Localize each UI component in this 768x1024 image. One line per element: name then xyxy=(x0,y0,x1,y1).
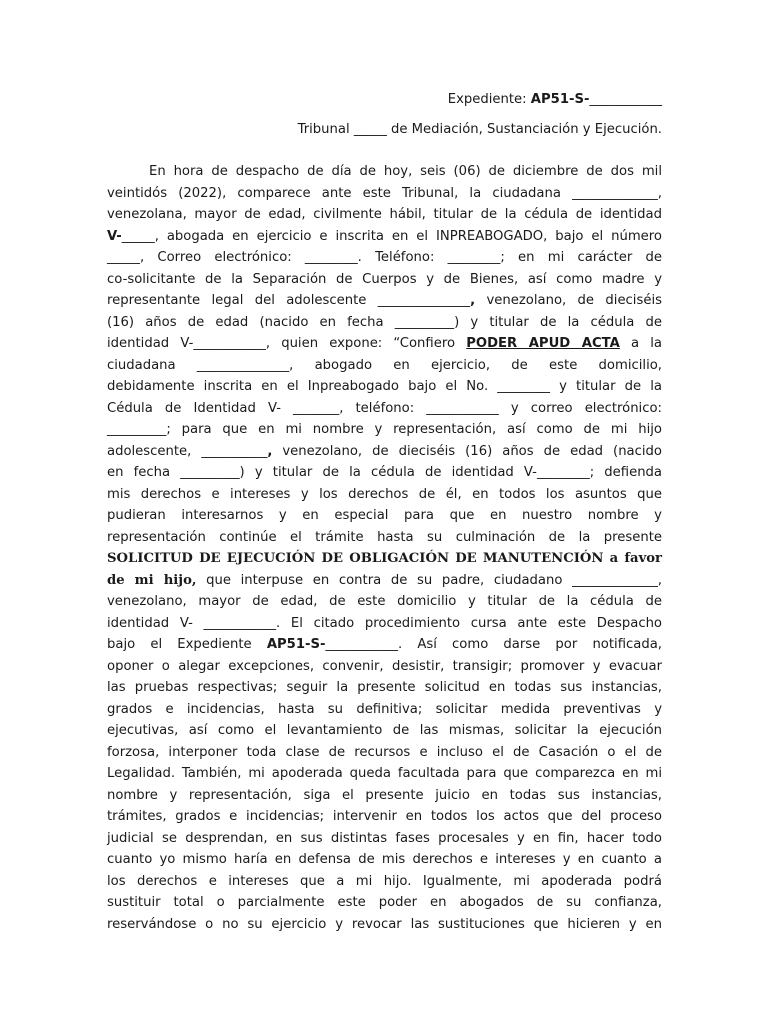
body-line-13: _________; para que en mi nombre y representación, así como de mi hijo xyxy=(107,422,662,437)
body-line-19-title: SOLICITUD DE EJECUCIÓN DE OBLIGACIÓN DE MANUTENCIÓN a favor xyxy=(107,551,662,566)
expediente-label: Expediente: xyxy=(447,92,531,107)
body-line-20: de mi hijo, que interpuse en contra de su padre, ciudadano _____________, xyxy=(107,573,662,588)
expediente-blank: ___________ xyxy=(589,92,662,107)
body-line-7: representante legal del adolescente ______________, venezolano, de dieciséis xyxy=(107,293,662,308)
body-line-29: Legalidad. También, mi apoderada queda facultada para que comparezca en mi xyxy=(107,766,662,781)
tribunal-line: Tribunal _____ de Mediación, Sustanciación y Ejecución. xyxy=(297,122,662,137)
body-line-6: co-solicitante de la Separación de Cuerpos y de Bienes, así como madre y xyxy=(107,272,662,287)
body-line-24: oponer o alegar excepciones, convenir, desistir, transigir; promover y evacuar xyxy=(107,659,662,674)
body-line-32: judicial se desprendan, en sus distintas fases procesales y en fin, hacer todo xyxy=(107,831,662,846)
body-line-9: identidad V-___________, quien expone: “Confiero PODER APUD ACTA a la xyxy=(107,336,663,351)
body-line-21: venezolano, mayor de edad, de este domicilio y titular de la cédula de xyxy=(107,594,662,609)
body-line-25: las pruebas respectivas; seguir la presente solicitud en todas sus instancias, xyxy=(107,680,662,695)
body-line-35: sustituir total o parcialmente este poder en abogados de su confianza, xyxy=(107,895,662,910)
body-line-1: En hora de despacho de día de hoy, seis (06) de diciembre de dos mil xyxy=(149,164,662,179)
body-line-33: cuanto yo mismo haría en defensa de mis derechos e intereses y en cuanto a xyxy=(107,852,662,867)
body-line-15: en fecha _________) y titular de la cédula de identidad V-________; defienda xyxy=(107,465,662,480)
body-line-22: identidad V- ___________. El citado procedimiento cursa ante este Despacho xyxy=(107,616,662,631)
expediente-code: AP51-S- xyxy=(530,92,590,107)
body-line-36: reservándose o no su ejercicio y revocar las sustituciones que hicieren y en xyxy=(107,917,662,932)
body-line-5: _____, Correo electrónico: ________. Teléfono: ________; en mi carácter de xyxy=(107,250,662,265)
body-line-27: ejecutivas, así como el levantamiento de las mismas, solicitar la ejecución xyxy=(107,723,662,738)
body-line-26: grados e incidencias, hasta su definitiva; solicitar medida preventivas y xyxy=(107,702,662,717)
body-line-12: Cédula de Identidad V- _______, teléfono: ___________ y correo electrónico: xyxy=(107,401,662,416)
body-line-34: los derechos e intereses que a mi hijo. Igualmente, mi apoderada podrá xyxy=(107,874,662,889)
body-line-2: veintidós (2022), comparece ante este Tribunal, la ciudadana _____________, xyxy=(107,186,662,201)
body-line-3: venezolana, mayor de edad, civilmente hábil, titular de la cédula de identidad xyxy=(107,207,662,222)
body-line-4: V-_____, abogada en ejercicio e inscrita en el INPREABOGADO, bajo el número xyxy=(107,229,662,244)
body-line-30: nombre y representación, siga el presente juicio en todas sus instancias, xyxy=(107,788,662,803)
body-line-23: bajo el Expediente AP51-S-___________. Así como darse por notificada, xyxy=(107,637,662,652)
cedula-prefix: V- xyxy=(107,229,122,244)
body-line-11: debidamente inscrita en el Inpreabogado bajo el No. ________ y titular de la xyxy=(107,379,662,394)
body-line-14: adolescente, __________, venezolano, de dieciséis (16) años de edad (nacido xyxy=(107,444,662,459)
body-line-28: forzosa, interponer toda clase de recursos e incluso el de Casación o el de xyxy=(107,745,662,760)
expediente-code-inline: AP51-S- xyxy=(266,637,326,652)
body-line-17: pudieran interesarnos y en especial para que en nuestro nombre y xyxy=(107,508,662,523)
body-line-31: trámites, grados e incidencias; intervenir en todos los actos que del proceso xyxy=(107,809,662,824)
expediente-header xyxy=(107,92,662,108)
body-line-18: representación continúe el trámite hasta su culminación de la presente xyxy=(107,530,662,545)
body-line-8: (16) años de edad (nacido en fecha _________) y titular de la cédula de xyxy=(107,315,662,330)
body-line-10: ciudadana ______________, abogado en ejercicio, de este domicilio, xyxy=(107,358,662,373)
poder-apud-acta: PODER APUD ACTA xyxy=(466,336,620,351)
body-line-16: mis derechos e intereses y los derechos de él, en todos los asuntos que xyxy=(107,487,662,502)
